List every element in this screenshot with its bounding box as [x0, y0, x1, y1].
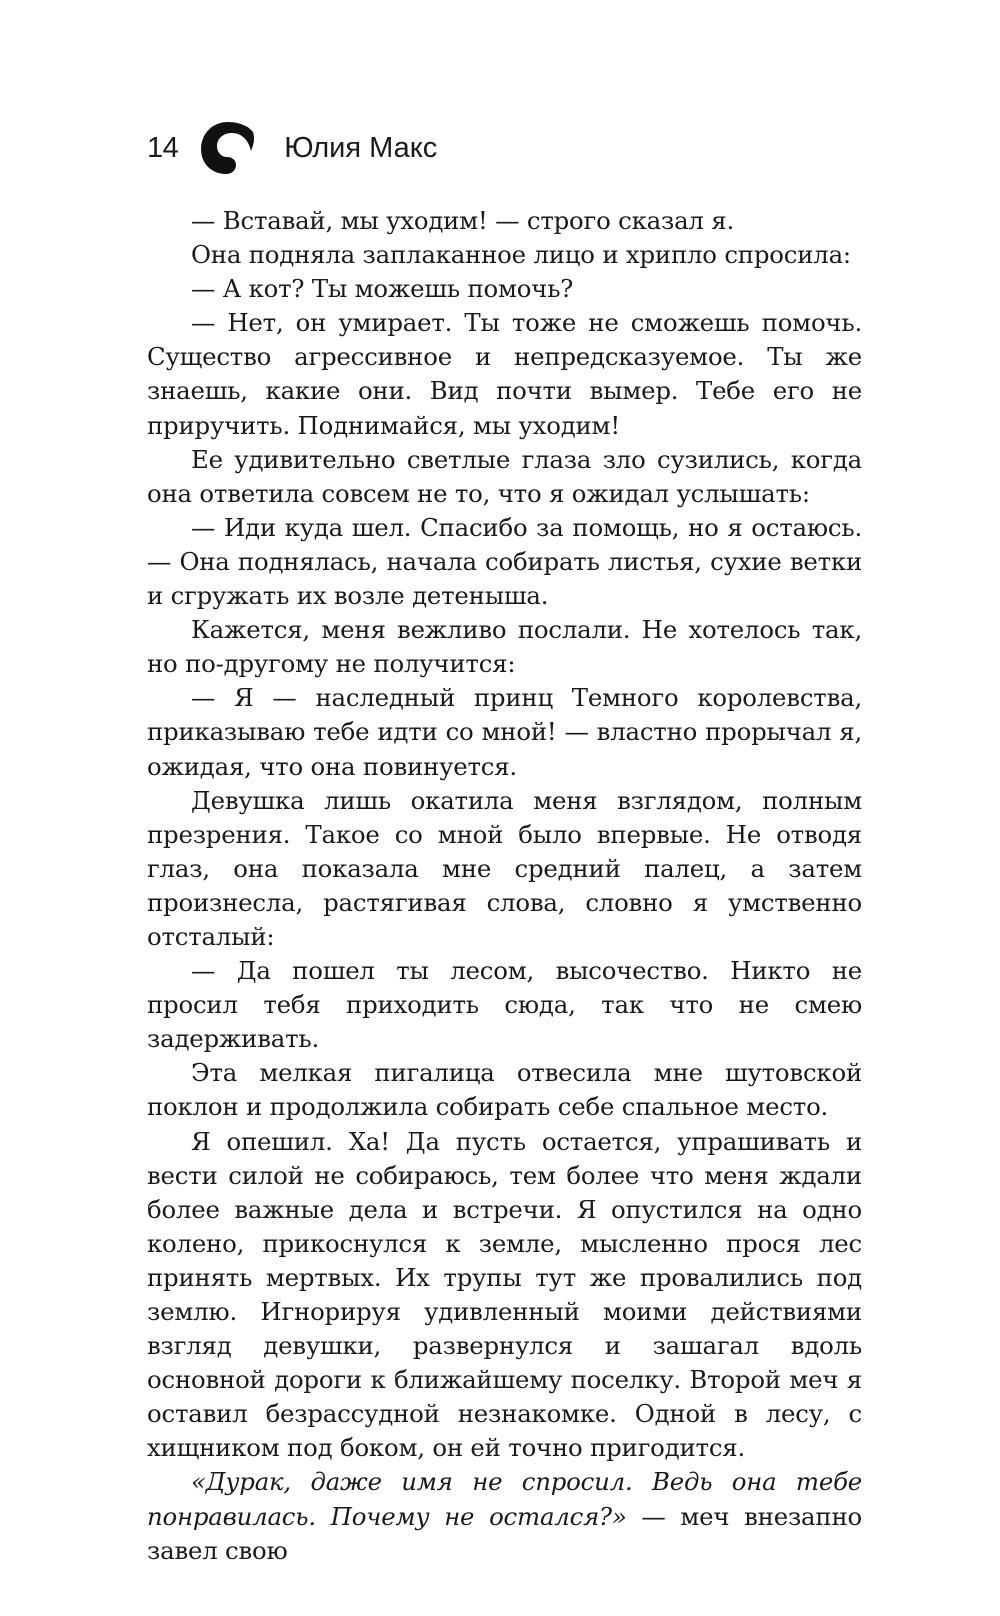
author-name: Юлия Макс: [284, 131, 438, 164]
paragraph: — Нет, он умирает. Ты тоже не сможешь помочь. Существо агрессивное и непредсказуемое. Ты же знаешь, какие они. Вид почти вымер. Тебе его не приручить. Поднимайся, мы уходим!: [147, 308, 862, 440]
paragraph: Кажется, меня вежливо послали. Не хотелось так, но по-другому не получится:: [147, 615, 862, 679]
yin-yang-swirl-icon: [198, 118, 258, 178]
paragraph: Ее удивительно светлые глаза зло сузились, когда она ответила совсем не то, что я ожидал услышать:: [147, 444, 862, 508]
paragraph: — Я — наследный принц Темного королевства, приказываю тебе идти со мной! — властно прорычал я, ожидая, что она повинуется.: [147, 683, 862, 781]
inner-voice-quote: «Дурак, даже имя не спросил. Ведь она тебе понравилась. Почему не остался?»: [147, 1467, 862, 1531]
paragraph: Эта мелкая пигалица отвесила мне шутовской поклон и продолжила собирать себе спальное место.: [147, 1058, 862, 1122]
paragraph: — Да пошел ты лесом, высочество. Никто не просил тебя приходить сюда, так что не смею задерживать.: [147, 956, 862, 1054]
paragraph: Девушка лишь окатила меня взглядом, полным презрения. Такое со мной было впервые. Не отводя глаз, она показала мне средний палец, а затем произнесла, растягивая слова, словно я умственно отсталый:: [147, 785, 862, 951]
paragraph: — Вставай, мы уходим! — строго сказал я.: [191, 206, 735, 235]
page-number: 14: [147, 131, 179, 164]
paragraph-continuation: — меч внезапно завел свою: [147, 1501, 862, 1565]
page-header: [147, 118, 437, 178]
body-text: [147, 204, 862, 1568]
paragraph: Она подняла заплаканное лицо и хрипло спросила:: [191, 240, 851, 270]
paragraph: — Иди куда шел. Спасибо за помощь, но я остаюсь. — Она поднялась, начала собирать листья, сухие ветки и сгружать их возле детеныша.: [147, 512, 862, 611]
paragraph: — А кот? Ты можешь помочь?: [191, 274, 574, 304]
last-paragraph: [147, 1465, 862, 1567]
paragraph: Я опешил. Ха! Да пусть остается, упрашивать и вести силой не собираюсь, тем более что меня ждали более важные дела и встречи. Я опустился на одно колено, прикоснулся к земле, мысленно прося лес принять мертвых. Их трупы тут же провалились под землю. Игнорируя удивленный моими действиями взгляд девушки, развернулся и зашагал вдоль основной дороги к ближайшему поселку. Второй меч я оставил безрассудной незнакомке. Одной в лесу, с хищником под боком, он ей точно пригодится.: [147, 1126, 862, 1463]
